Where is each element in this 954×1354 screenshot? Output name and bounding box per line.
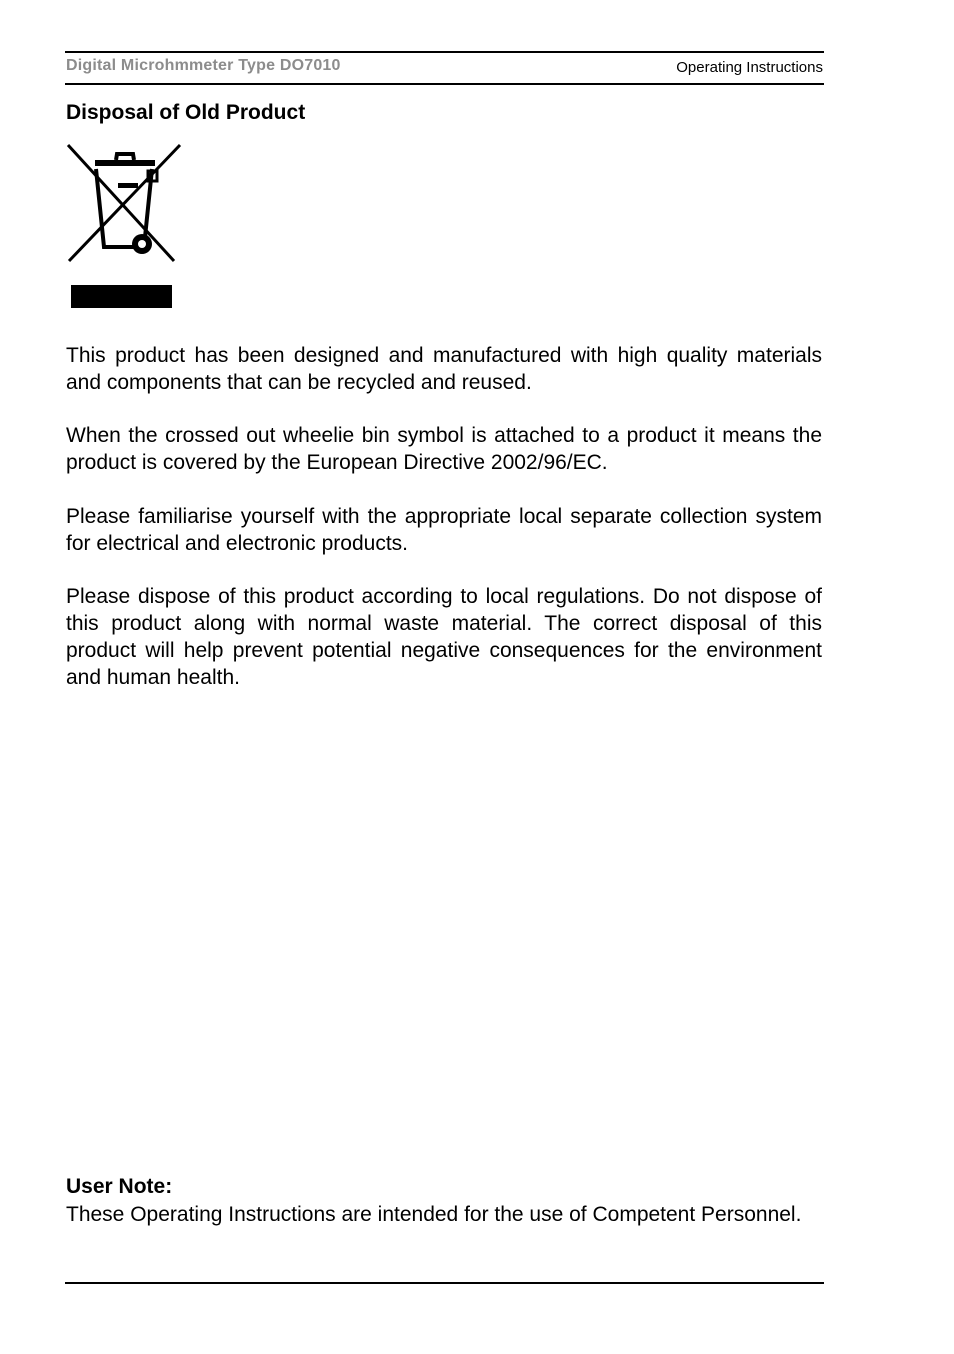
crossed-out-wheelie-bin-icon [66,143,182,265]
footer-rule [65,1282,824,1284]
paragraph-collection-system: Please familiarise yourself with the appropriate local separate collection system for electrical and electronic products. [66,505,822,555]
section-title: Disposal of Old Product [66,101,306,124]
product-title: Digital Microhmmeter Type DO7010 [66,57,341,74]
user-note-text: These Operating Instructions are intended for the use of Competent Personnel. [66,1203,802,1226]
document-type: Operating Instructions [676,59,823,76]
header-bottom-rule [65,83,824,85]
paragraph-disposal: Please dispose of this product according to local regulations. Do not dispose of this product along with normal waste material. The correct disposal of this product will help prevent potential negative consequences for the environment and human health. [66,585,822,689]
paragraph-recyclable: This product has been designed and manufactured with high quality materials and components that can be recycled and reused. [66,344,822,394]
header-top-rule [65,51,824,53]
weee-underline-bar [71,285,172,308]
user-note-title: User Note: [66,1175,173,1198]
paragraph-directive: When the crossed out wheelie bin symbol is attached to a product it means the product is covered by the European Directive 2002/96/EC. [66,424,822,474]
